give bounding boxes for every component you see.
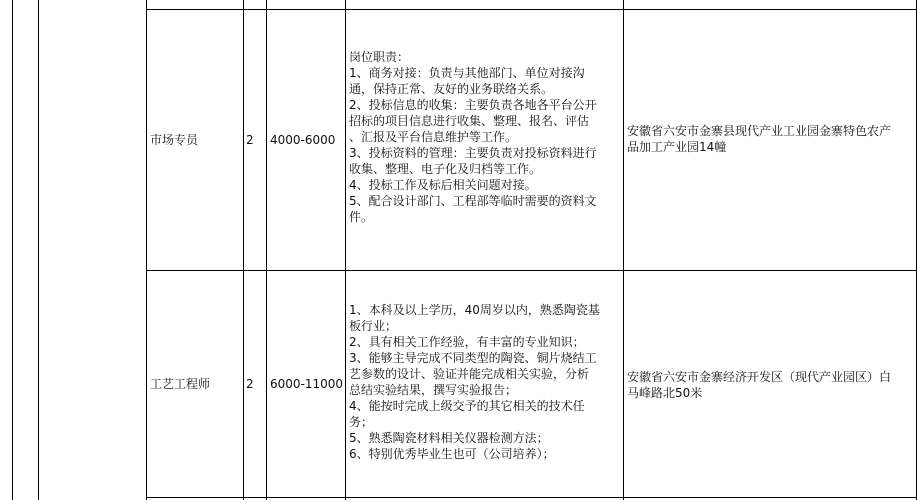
duties-line: 2、投标信息的收集：主要负责各地各平台公开 (349, 98, 597, 112)
position-cell (150, 271, 242, 497)
salary-range: 4000-6000 (270, 133, 336, 147)
duties-line: 5、熟悉陶瓷材料相关仪器检测方法； (349, 431, 549, 445)
column-border (916, 0, 917, 500)
duties-line: 总结实验结果，撰写实验报告； (349, 383, 518, 397)
duties-line: 艺参数的设计、验证并能完成相关实验，分析 (349, 367, 590, 381)
count-cell (246, 10, 266, 270)
column-border (146, 0, 147, 500)
column-border (243, 0, 244, 500)
position-name: 市场专员 (150, 133, 199, 147)
duties-line: 1、商务对接：负责与其他部门、单位对接沟 (349, 66, 585, 80)
row-border (146, 497, 917, 498)
address-line: 马峰路北50米 (627, 386, 703, 400)
duties-line: 通，保持正常、友好的业务联络关系。 (349, 82, 554, 96)
column-border (38, 0, 39, 500)
duties-line: 6、特别优秀毕业生也可（公司培养）； (349, 447, 555, 461)
duties-cell (349, 302, 621, 462)
column-border (266, 0, 267, 500)
duties-line: 、汇报及平台信息维护等工作。 (349, 130, 518, 144)
duties-line: 5、配合设计部门、工程部等临时需要的资料文 (349, 194, 597, 208)
duties-line: 4、能按时完成上级交予的其它相关的技术任 (349, 399, 585, 413)
duties-line: 岗位职责： (349, 50, 410, 64)
count-cell (246, 271, 266, 497)
headcount: 2 (246, 377, 254, 391)
address-line: 安徽省六安市金寨经济开发区（现代产业园区）白 (627, 370, 892, 384)
duties-line: 4、投标工作及标后相关问题对接。 (349, 178, 537, 192)
duties-line: 招标的项目信息进行收集、整理、报名、评估 (349, 114, 590, 128)
salary-range: 6000-11000 (270, 377, 344, 391)
duties-line: 3、投标资料的管理：主要负责对投标资料进行 (349, 146, 597, 160)
duties-line: 收集、整理、电子化及归档等工作。 (349, 162, 542, 176)
duties-cell (349, 49, 621, 225)
address-line: 安徽省六安市金寨县现代产业工业园金寨特色农产 (627, 124, 892, 138)
position-cell (150, 10, 242, 270)
salary-cell (270, 271, 344, 497)
duties-line: 3、能够主导完成不同类型的陶瓷、铜片烧结工 (349, 351, 597, 365)
duties-line: 件。 (349, 210, 374, 224)
duties-line: 务； (349, 415, 374, 429)
column-border (623, 0, 624, 500)
address-cell (627, 123, 915, 155)
position-name: 工艺工程师 (150, 377, 211, 391)
duties-line: 2、具有相关工作经验，有丰富的专业知识； (349, 335, 585, 349)
address-line: 品加工产业园14幢 (627, 140, 727, 154)
duties-line: 板行业； (349, 319, 398, 333)
duties-line: 1、本科及以上学历，40周岁以内，熟悉陶瓷基 (349, 303, 600, 317)
column-border (345, 0, 346, 500)
salary-cell (270, 10, 344, 270)
column-border (12, 0, 13, 500)
address-cell (627, 369, 915, 401)
headcount: 2 (246, 133, 254, 147)
